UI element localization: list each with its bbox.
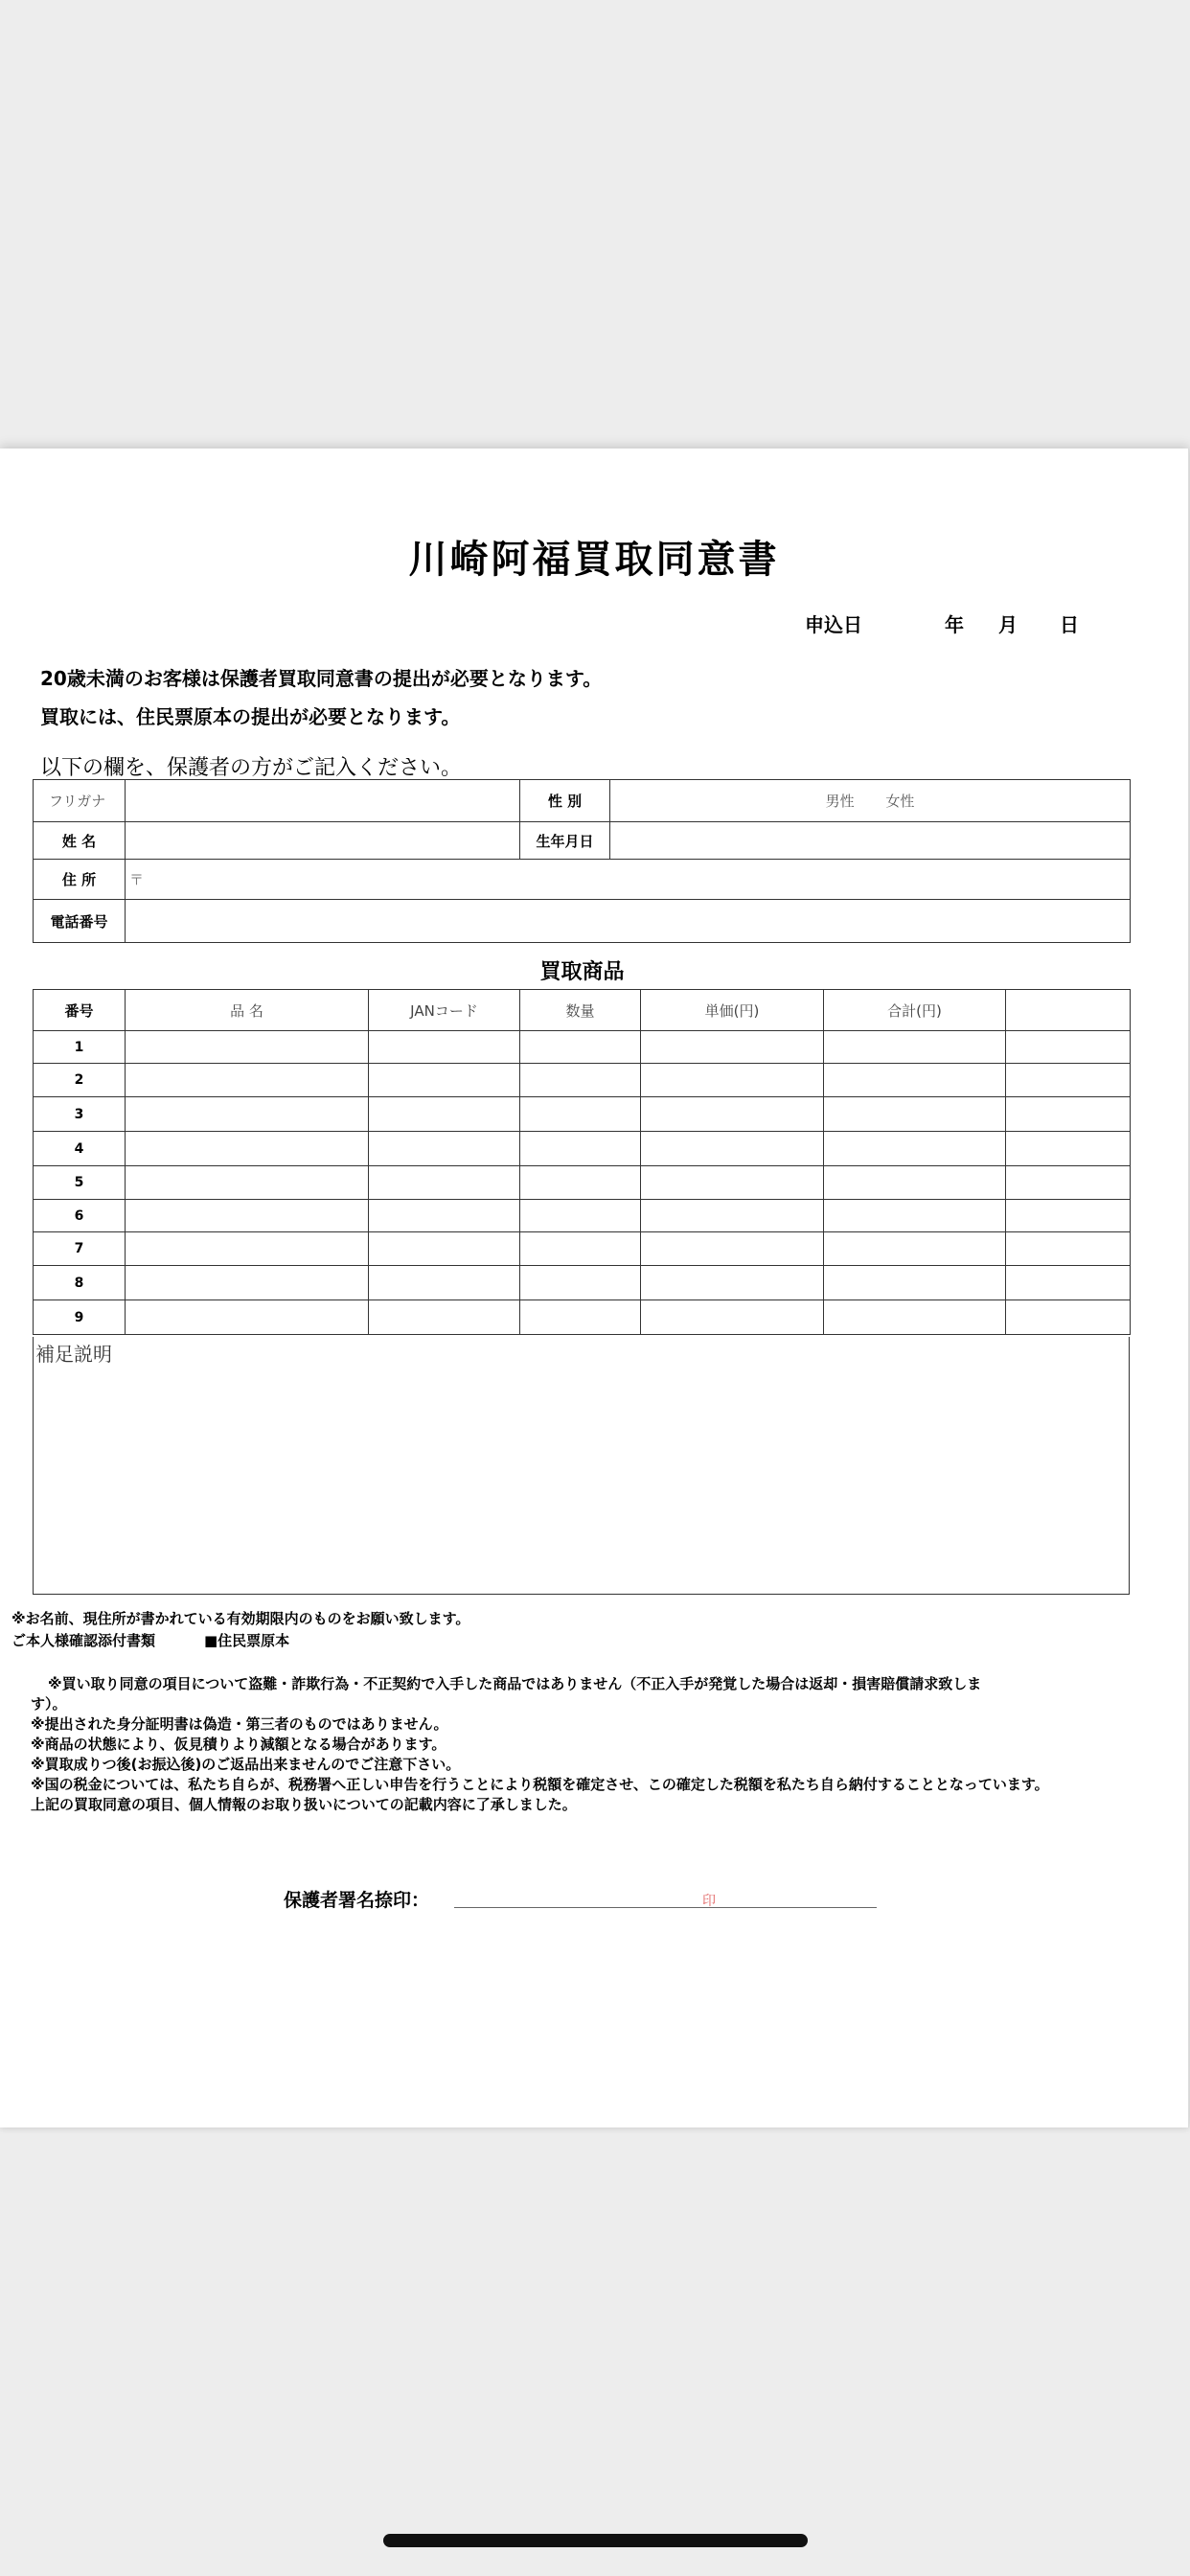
item-unit-price-cell[interactable] [641,1166,824,1200]
item-total-cell[interactable] [824,1097,1006,1132]
item-quantity-cell[interactable] [520,1266,641,1300]
item-product-name-cell[interactable] [126,1300,369,1335]
item-row-number: 5 [34,1166,126,1200]
item-product-name-cell[interactable] [126,1166,369,1200]
item-jan-code-cell[interactable] [369,1097,520,1132]
item-quantity-cell[interactable] [520,1300,641,1335]
application-date [805,610,1121,638]
date-year-label: 年 [945,613,964,636]
consent-form-page [0,448,1189,2128]
item-unit-price-cell[interactable] [641,1132,824,1166]
item-total-cell[interactable] [824,1232,1006,1266]
item-extra-cell[interactable] [1006,1266,1131,1300]
item-total-cell[interactable] [824,1064,1006,1097]
item-product-name-cell[interactable] [126,1200,369,1232]
attachment-label: ご本人様確認添付書類 [11,1632,156,1649]
item-extra-cell[interactable] [1006,1232,1131,1266]
item-product-name-cell[interactable] [126,1031,369,1064]
item-product-name-cell[interactable] [126,1132,369,1166]
item-unit-price-cell[interactable] [641,1200,824,1232]
item-product-name-cell[interactable] [126,1064,369,1097]
gender-male-option[interactable]: 男性 [825,793,855,810]
header-extra [1006,990,1131,1031]
item-extra-cell[interactable] [1006,1064,1131,1097]
gender-label: 性 別 [520,780,610,822]
guardian-info-table [33,779,1131,943]
item-total-cell[interactable] [824,1300,1006,1335]
item-quantity-cell[interactable] [520,1132,641,1166]
item-extra-cell[interactable] [1006,1166,1131,1200]
item-jan-code-cell[interactable] [369,1064,520,1097]
birthdate-label: 生年月日 [520,822,610,860]
notice-resident-card: 買取には、住民票原本の提出が必要となります。 [40,705,461,728]
item-extra-cell[interactable] [1006,1200,1131,1232]
supplement-box[interactable] [33,1337,1130,1595]
item-unit-price-cell[interactable] [641,1064,824,1097]
item-product-name-cell[interactable] [126,1097,369,1132]
signature-line[interactable] [454,1907,877,1908]
item-row [34,1200,1131,1232]
item-total-cell[interactable] [824,1166,1006,1200]
name-field[interactable] [126,822,520,860]
item-unit-price-cell[interactable] [641,1232,824,1266]
item-row [34,1031,1131,1064]
notice-age: 20歳未満のお客様は保護者買取同意書の提出が必要となります。 [40,667,603,690]
item-jan-code-cell[interactable] [369,1200,520,1232]
name-label: 姓 名 [34,822,126,860]
item-row-number: 3 [34,1097,126,1132]
item-jan-code-cell[interactable] [369,1232,520,1266]
note-valid-id: ※お名前、現住所が書かれている有効期限内のものをお願い致します。 [11,1610,470,1627]
item-total-cell[interactable] [824,1266,1006,1300]
item-row-number: 1 [34,1031,126,1064]
item-row [34,1300,1131,1335]
terms-id-genuine: ※提出された身分証明書は偽造・第三者のものではありません。 [31,1715,448,1733]
item-jan-code-cell[interactable] [369,1132,520,1166]
header-number: 番号 [34,990,126,1031]
item-total-cell[interactable] [824,1031,1006,1064]
items-section-title: 買取商品 [539,960,625,984]
seal-mark: 印 [702,1894,716,1909]
header-jan-code: JANコード [369,990,520,1031]
item-jan-code-cell[interactable] [369,1166,520,1200]
birthdate-field[interactable] [610,822,1131,860]
header-product-name: 品 名 [126,990,369,1031]
item-row [34,1097,1131,1132]
terms-no-returns: ※買取成りつ後(お振込後)のご返品出来ませんのでご注意下さい。 [31,1756,461,1773]
item-row [34,1132,1131,1166]
gender-female-option[interactable]: 女性 [885,793,915,810]
date-day-label: 日 [1060,613,1079,636]
postal-mark: 〒 [129,871,145,888]
item-quantity-cell[interactable] [520,1064,641,1097]
item-unit-price-cell[interactable] [641,1300,824,1335]
item-unit-price-cell[interactable] [641,1031,824,1064]
address-label: 住 所 [34,860,126,900]
page-title: 川崎阿福買取同意書 [408,538,780,582]
header-total: 合計(円) [824,990,1006,1031]
item-row-number: 9 [34,1300,126,1335]
terms-stolen-goods-cont: す）。 [31,1695,67,1713]
signature-label: 保護者署名捺印： [284,1890,430,1911]
item-quantity-cell[interactable] [520,1097,641,1132]
item-jan-code-cell[interactable] [369,1300,520,1335]
item-row [34,1064,1131,1097]
item-extra-cell[interactable] [1006,1031,1131,1064]
purchase-items-table [33,989,1131,1335]
item-jan-code-cell[interactable] [369,1031,520,1064]
terms-tax: ※国の税金については、私たち自らが、税務署へ正しい申告を行うことにより税額を確定させ、この確定した税額を私たち自ら納付することとなっています。 [31,1776,1049,1793]
item-row-number: 6 [34,1200,126,1232]
terms-condition: ※商品の状態により、仮見積りより減額となる場合があります。 [31,1736,446,1753]
item-quantity-cell[interactable] [520,1166,641,1200]
phone-label: 電話番号 [34,900,126,943]
furigana-label: フリガナ [34,780,126,822]
furigana-field[interactable] [126,780,520,822]
item-product-name-cell[interactable] [126,1232,369,1266]
item-row-number: 2 [34,1064,126,1097]
item-product-name-cell[interactable] [126,1266,369,1300]
item-unit-price-cell[interactable] [641,1266,824,1300]
item-row [34,1266,1131,1300]
item-quantity-cell[interactable] [520,1031,641,1064]
item-extra-cell[interactable] [1006,1097,1131,1132]
instruction-text: 以下の欄を、保護者の方がご記入ください。 [40,756,463,780]
date-label: 申込日 [805,613,862,636]
item-total-cell[interactable] [824,1200,1006,1232]
items-header-row [34,990,1131,1031]
item-unit-price-cell[interactable] [641,1097,824,1132]
item-row [34,1232,1131,1266]
item-row [34,1166,1131,1200]
item-quantity-cell[interactable] [520,1200,641,1232]
home-indicator[interactable] [383,2534,808,2547]
item-jan-code-cell[interactable] [369,1266,520,1300]
item-extra-cell[interactable] [1006,1300,1131,1335]
address-field[interactable] [126,860,1131,900]
item-row-number: 7 [34,1232,126,1266]
terms-agreement: 上記の買取同意の項目、個人情報のお取り扱いについての記載内容に了承しました。 [31,1796,577,1813]
header-quantity: 数量 [520,990,641,1031]
date-month-label: 月 [998,613,1018,636]
attachment-value: ■住民票原本 [204,1632,290,1649]
item-extra-cell[interactable] [1006,1132,1131,1166]
item-row-number: 8 [34,1266,126,1300]
terms-stolen-goods: ※買い取り同意の項目について盗難・詐欺行為・不正契約で入手した商品ではありません（不正入手が発覚した場合は返却・損害賠償請求致しま [48,1675,982,1692]
gender-field[interactable] [610,780,1131,822]
item-row-number: 4 [34,1132,126,1166]
phone-field[interactable] [126,900,1131,943]
item-total-cell[interactable] [824,1132,1006,1166]
supplement-label: 補足説明 [35,1343,112,1366]
header-unit-price: 単価(円) [641,990,824,1031]
item-quantity-cell[interactable] [520,1232,641,1266]
